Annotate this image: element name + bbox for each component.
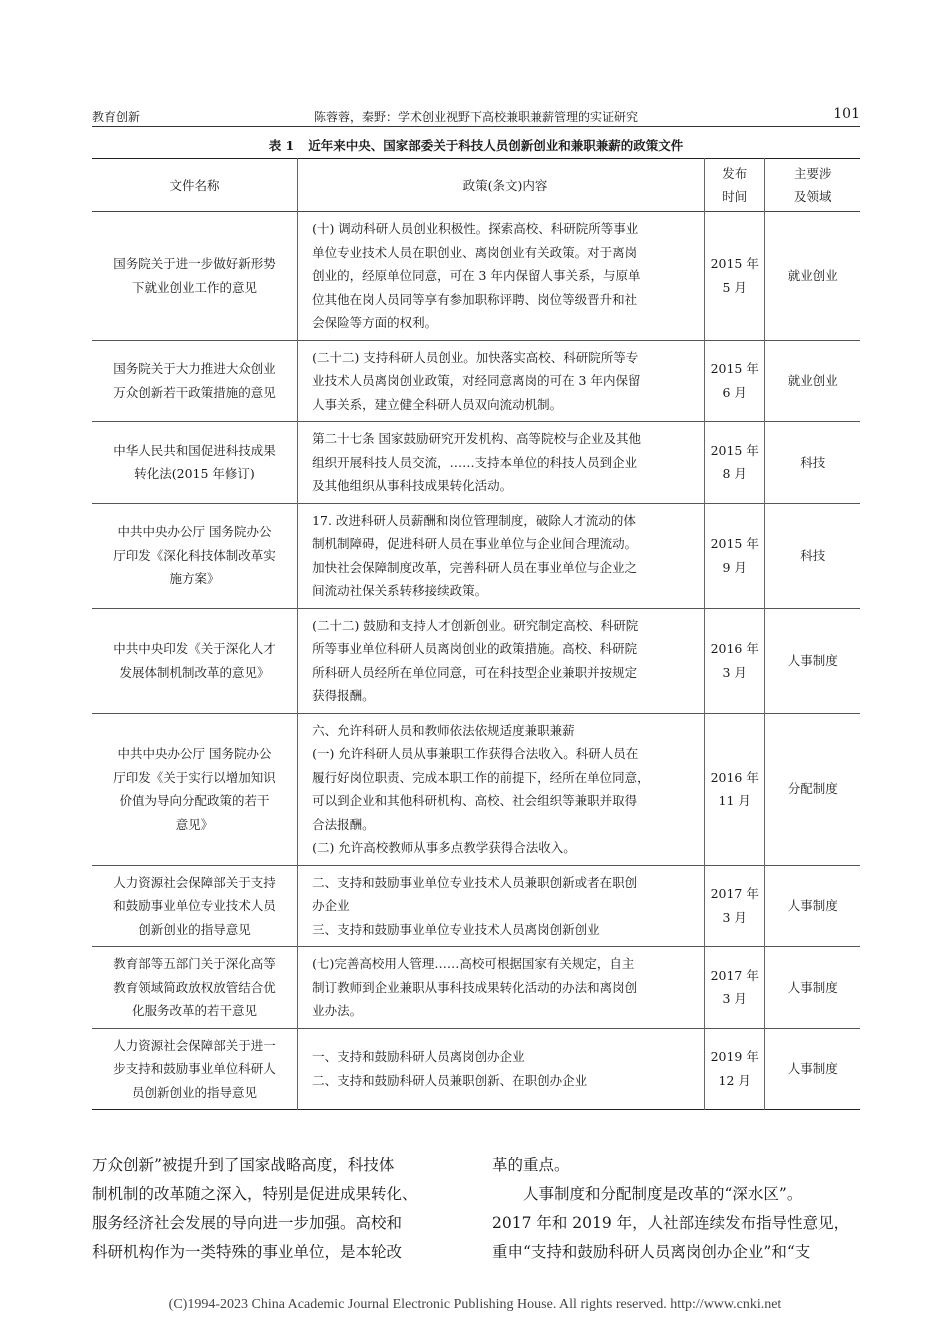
policy-table bbox=[92, 158, 860, 1110]
cell-main-area: 科技 bbox=[800, 547, 826, 563]
header-file-name: 文件名称 bbox=[169, 177, 220, 193]
body-line: 制机制的改革随之深入，特别是促进成果转化、 bbox=[92, 1185, 418, 1203]
table-row bbox=[92, 503, 860, 608]
cell-policy-content: 二、支持和鼓励事业单位专业技术人员兼职创新或者在职创 办企业 三、支持和鼓励事业单位专业技术人员离岗创新创业 bbox=[298, 865, 705, 947]
cell-file-name: 国务院关于进一步做好新形势 下就业创业工作的意见 bbox=[113, 256, 276, 295]
body-line: 革的重点。 bbox=[492, 1156, 570, 1174]
body-line: 服务经济社会发展的导向进一步加强。高校和 bbox=[92, 1214, 403, 1232]
cell-release-date: 2017 年 3 月 bbox=[704, 947, 764, 1029]
table-row bbox=[92, 340, 860, 422]
cell-file-name: 人力资源社会保障部关于进一 步支持和鼓励事业单位科研人 员创新创业的指导意见 bbox=[113, 1037, 276, 1100]
cell-policy-content: (二十二) 鼓励和支持人才创新创业。研究制定高校、科研院 所等事业单位科研人员离岗创业的政策措施。高校、科研院 所科研人员经所在单位同意，可在科技型企业兼职并按规定 获得报酬。 bbox=[298, 608, 705, 713]
cell-policy-content: 一、支持和鼓励科研人员离岗创办企业 二、支持和鼓励科研人员兼职创新、在职创办企业 bbox=[298, 1028, 705, 1110]
cell-release-date: 2015 年 5 月 bbox=[704, 212, 764, 341]
cell-main-area: 人事制度 bbox=[787, 1061, 838, 1076]
cell-policy-content: (二十二) 支持科研人员创业。加快落实高校、科研院所等专 业技术人员离岗创业政策，对经同意离岗的可在 3 年内保留 人事关系，建立健全科研人员双向流动机制。 bbox=[298, 340, 705, 422]
header-release-date: 发布 时间 bbox=[704, 159, 764, 212]
body-line: 2017 年和 2019 年，人社部连续发布指导性意见， bbox=[492, 1214, 850, 1232]
body-line: 重申“支持和鼓励科研人员离岗创办企业”和“支 bbox=[492, 1243, 811, 1261]
body-line: 人事制度和分配制度是改革的“深水区”。 bbox=[523, 1185, 803, 1203]
cell-release-date: 2016 年 3 月 bbox=[704, 608, 764, 713]
cell-file-name: 中华人民共和国促进科技成果 转化法(2015 年修订) bbox=[113, 442, 276, 482]
cell-main-area: 人事制度 bbox=[787, 898, 838, 913]
cell-policy-content: (七)完善高校用人管理……高校可根据国家有关规定，自主 制订教师到企业兼职从事科技成果转化活动的办法和离岗创 业办法。 bbox=[298, 947, 705, 1029]
cell-policy-content: (十) 调动科研人员创业积极性。探索高校、科研院所等事业 单位专业技术人员在职创业、离岗创业有关政策。对于离岗 创业的，经原单位同意，可在 3 年内保留人事关系，与原单 位其他在岗人员同等享有参加职称评聘、岗位等级晋升和社 会保险等方面的权利。 bbox=[298, 212, 705, 341]
cell-file-name: 中共中央办公厅 国务院办公 厅印发《关于实行以增加知识 价值为导向分配政策的若干 意见》 bbox=[113, 746, 276, 832]
table-caption-title: 近年来中央、国家部委关于科技人员创新创业和兼职兼薪的政策文件 bbox=[308, 138, 684, 153]
cell-file-name: 中共中央办公厅 国务院办公 厅印发《深化科技体制改革实 施方案》 bbox=[113, 524, 276, 587]
body-line: 科研机构作为一类特殊的事业单位，是本轮改 bbox=[92, 1243, 403, 1261]
article-running-title: 陈蓉蓉，秦野：学术创业视野下高校兼职兼薪管理的实证研究 bbox=[313, 110, 638, 124]
cell-release-date: 2017 年 3 月 bbox=[704, 865, 764, 947]
journal-name: 教育创新 bbox=[92, 110, 141, 124]
cell-release-date: 2019 年 12 月 bbox=[704, 1028, 764, 1110]
cell-main-area: 人事制度 bbox=[787, 979, 838, 995]
header-main-area: 主要涉 及领域 bbox=[793, 166, 832, 204]
table-row bbox=[92, 1028, 860, 1110]
cell-policy-content: 17. 改进科研人员薪酬和岗位管理制度，破除人才流动的体 制机制障碍，促进科研人员在事业单位与企业间合理流动。 加快社会保障制度改革，完善科研人员在事业单位与企业之 间流动社保关系转移接续政策。 bbox=[298, 503, 705, 608]
table-row bbox=[92, 713, 860, 865]
body-text-left-column bbox=[92, 1151, 462, 1267]
cell-file-name: 人力资源社会保障部关于支持 和鼓励事业单位专业技术人员 创新创业的指导意见 bbox=[113, 874, 276, 937]
cell-main-area: 就业创业 bbox=[787, 373, 838, 388]
body-text-right-column bbox=[492, 1151, 862, 1267]
table-caption bbox=[92, 136, 860, 154]
cell-policy-content: 第二十七条 国家鼓励研究开发机构、高等院校与企业及其他 组织开展科技人员交流，……支持本单位的科技人员到企业 及其他组织从事科技成果转化活动。 bbox=[298, 422, 705, 504]
cell-main-area: 就业创业 bbox=[787, 268, 838, 283]
cell-release-date: 2015 年 6 月 bbox=[704, 340, 764, 422]
table-row bbox=[92, 212, 860, 341]
cell-release-date: 2015 年 9 月 bbox=[704, 503, 764, 608]
cell-main-area: 人事制度 bbox=[787, 652, 838, 668]
body-line: 万众创新”被提升到了国家战略高度，科技体 bbox=[92, 1156, 395, 1174]
page-number: 101 bbox=[833, 106, 860, 122]
table-header-row bbox=[92, 159, 860, 212]
table-row bbox=[92, 422, 860, 504]
running-header bbox=[92, 106, 860, 127]
table-caption-number: 表 1 bbox=[268, 138, 295, 153]
cell-policy-content: 六、允许科研人员和教师依法依规适度兼职兼薪 (一) 允许科研人员从事兼职工作获得合法收入。科研人员在 履行好岗位职责、完成本职工作的前提下，经所在单位同意， 可以到企业和其他科研机构、高校、社会组织等兼职并取得 合法报酬。 (二) 允许高校教师从事多点教学获得合法收入。 bbox=[298, 713, 705, 865]
cell-file-name: 中共中央印发《关于深化人才 发展体制机制改革的意见》 bbox=[113, 641, 276, 680]
cell-file-name: 国务院关于大力推进大众创业 万众创新若干政策措施的意见 bbox=[113, 361, 276, 400]
table-row bbox=[92, 608, 860, 713]
cell-main-area: 科技 bbox=[800, 454, 826, 470]
table-row bbox=[92, 865, 860, 947]
table-row bbox=[92, 947, 860, 1029]
header-policy-content: 政策(条文)内容 bbox=[298, 159, 705, 212]
copyright-footer: (C)1994-2023 China Academic Journal Electronic Publishing House. All rights reserved. http://www.cnki.net bbox=[168, 1297, 782, 1312]
cell-release-date: 2015 年 8 月 bbox=[704, 422, 764, 504]
cell-file-name: 教育部等五部门关于深化高等 教育领域简政放权放管结合优 化服务改革的若干意见 bbox=[113, 956, 276, 1018]
cell-main-area: 分配制度 bbox=[787, 781, 838, 797]
cell-release-date: 2016 年 11 月 bbox=[704, 713, 764, 865]
